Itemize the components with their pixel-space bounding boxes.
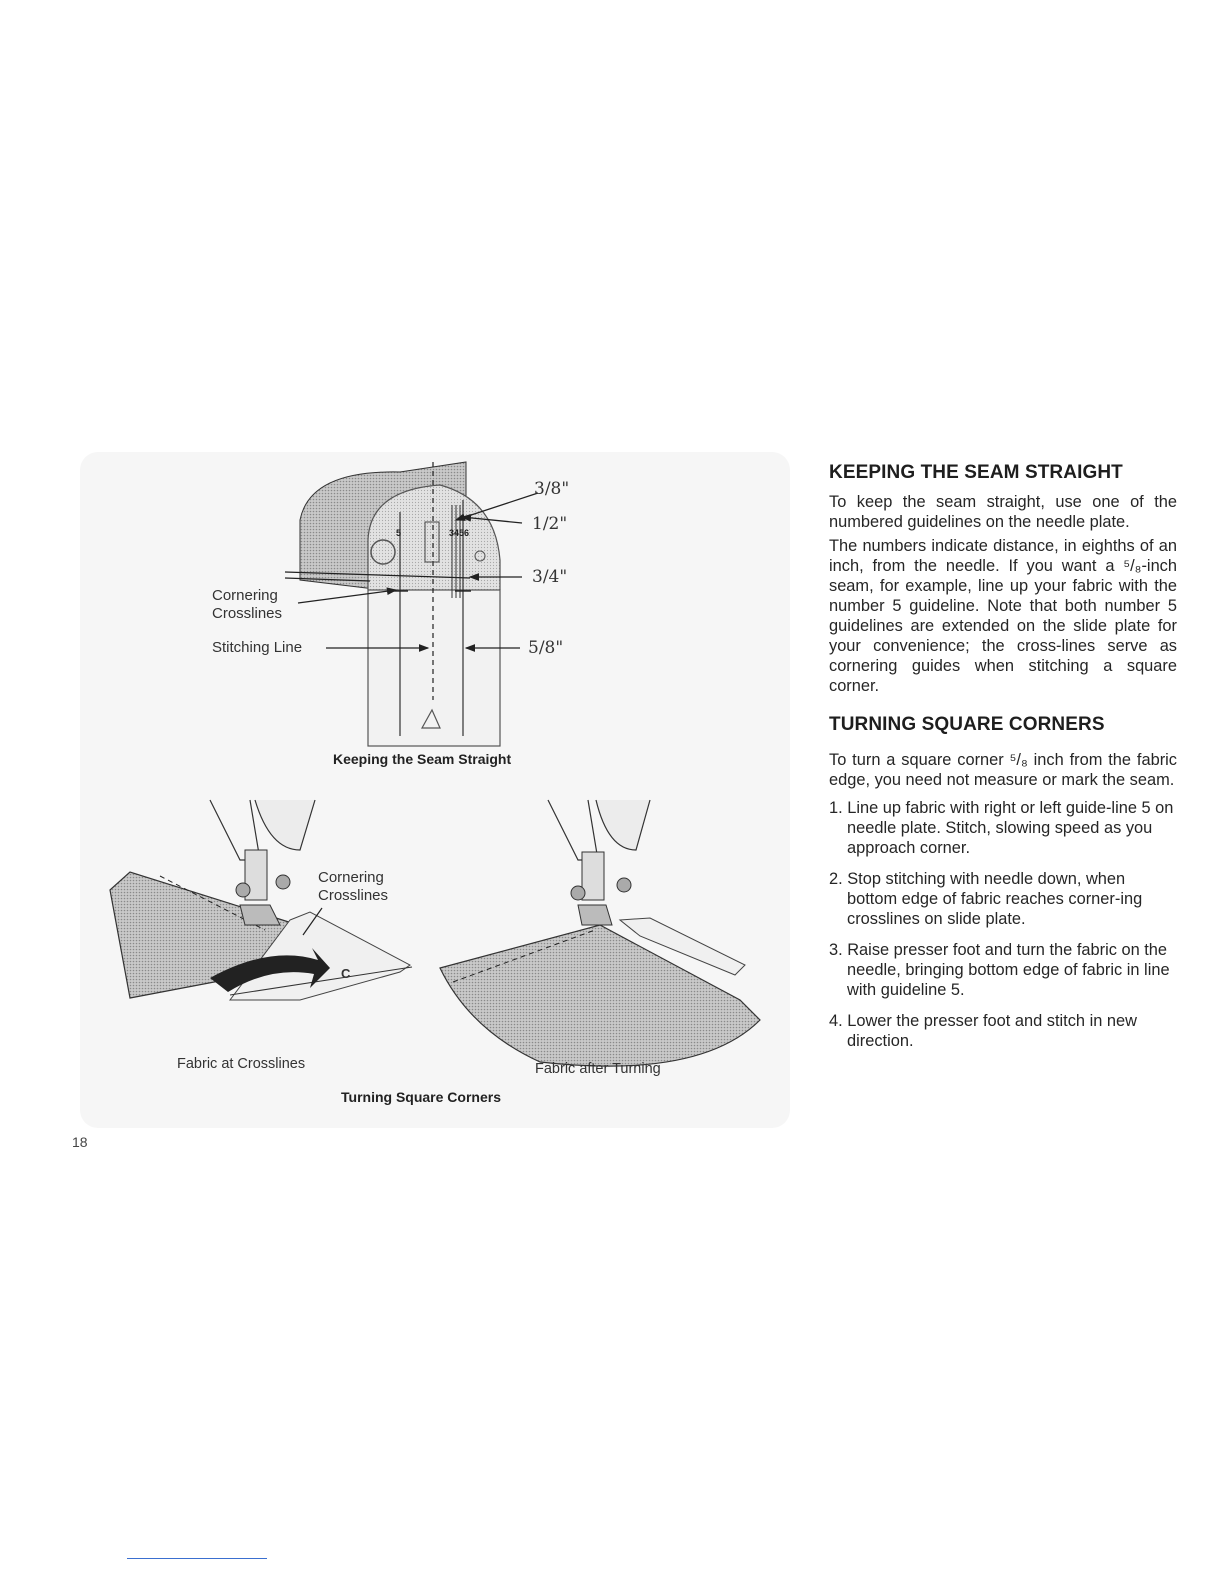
plate-number-5: 5 (396, 528, 402, 538)
corner-steps-list (829, 798, 1177, 1051)
page-number: 18 (72, 1134, 88, 1150)
label-cornering: Cornering (212, 587, 278, 604)
step-item: 3. Raise presser foot and turn the fabric on the needle, bringing bottom edge of fabric in line with guideline 5. (829, 941, 1170, 999)
step-item: 1. Line up fabric with right or left guide-line 5 on needle plate. Stitch, slowing speed as you approach corner. (829, 799, 1174, 857)
caption-turning-square-corners: Turning Square Corners (341, 1089, 501, 1105)
label-stitching-line: Stitching Line (212, 639, 303, 656)
paragraph-seam-numbers: The numbers indicate distance, in eighths of an inch, from the needle. If you want a ⁵/₈-inch seam, for example, line up your fabric with the number 5 guideline. Note that both number 5 guidelines are extended on the slide plate for your convenience; the cross-lines serve as cornering guides when stitching a square corner. (829, 537, 1177, 695)
footer-rule (127, 1558, 267, 1559)
heading-keeping-seam-straight: KEEPING THE SEAM STRAIGHT (829, 462, 1123, 483)
measure-3-4: 3/4" (532, 567, 568, 587)
paragraph-seam-intro: To keep the seam straight, use one of the numbered guidelines on the needle plate. (829, 493, 1177, 531)
label-fabric-at-crosslines: Fabric at Crosslines (177, 1056, 306, 1072)
label-crosslines: Crosslines (212, 605, 283, 622)
step-item: 4. Lower the presser foot and stitch in new direction. (829, 1012, 1137, 1050)
fabric-after-turning-diagram (440, 800, 760, 1066)
measure-1-2: 1/2" (532, 514, 568, 534)
label-fabric-after-turning: Fabric after Turning (535, 1061, 661, 1077)
caption-keeping-seam-straight: Keeping the Seam Straight (333, 751, 512, 767)
heading-turning-square-corners: TURNING SQUARE CORNERS (829, 714, 1105, 735)
needle-plate-diagram (285, 462, 538, 746)
measure-5-8: 5/8" (528, 638, 564, 658)
plate-numbers: 3456 (449, 528, 470, 538)
measure-3-8: 3/8" (534, 479, 570, 499)
text-column (829, 462, 1177, 1062)
label-crosslines-bottom: Crosslines (318, 887, 389, 904)
paragraph-corners-intro: To turn a square corner ⁵/₈ inch from the fabric edge, you need not measure or mark the seam. (829, 751, 1177, 789)
step-item: 2. Stop stitching with needle down, when bottom edge of fabric reaches corner-ing crosslines on slide plate. (829, 870, 1143, 928)
label-cornering-bottom: Cornering (318, 869, 384, 886)
slide-letter: C (341, 966, 351, 981)
